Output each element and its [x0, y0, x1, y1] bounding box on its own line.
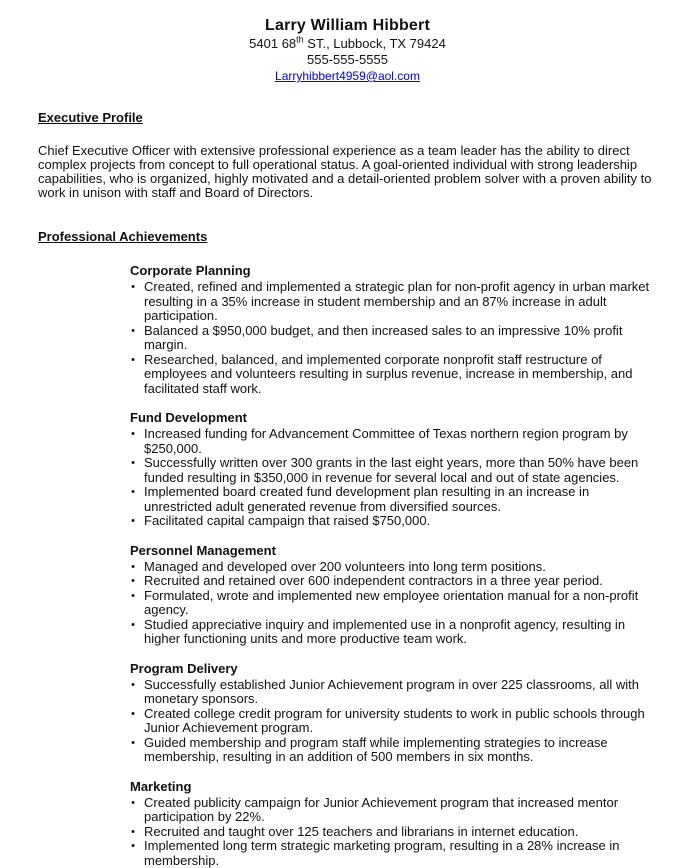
bullet-list: [130, 678, 657, 765]
bullet-text: Researched, balanced, and implemented corporate nonprofit staff restructure of employees and volunteers resulting in surplus revenue, increase in membership, and facilitated staff work.: [144, 353, 657, 397]
subsection-heading: Fund Development: [130, 410, 657, 426]
subsection-heading: Personnel Management: [130, 543, 657, 559]
bullet-list: [130, 560, 657, 647]
bullet-text: Managed and developed over 200 volunteers into long term positions.: [144, 560, 657, 575]
section-gap: [38, 215, 657, 229]
subsections: [130, 263, 657, 868]
subsection-heading: Marketing: [130, 779, 657, 795]
bullet-item: [130, 353, 657, 397]
subsection-marketing: [130, 779, 657, 868]
bullet-icon: •: [122, 796, 144, 811]
bullet-item: [130, 280, 657, 324]
bullet-item: [130, 324, 657, 353]
bullet-icon: •: [122, 678, 144, 693]
address-street: 5401 68: [249, 36, 296, 51]
executive-profile-paragraph: Chief Executive Officer with extensive professional experience as a team leader has the ability to direct complex projects from concept to full operational status. A goal-oriented individual with strong leadership capabilities, who is organized, highly motivated and a detail-oriented problem solver with a proven ability to work in unison with staff and Board of Directors.: [38, 144, 657, 200]
section-professional-achievements: [38, 229, 657, 868]
bullet-item: [130, 736, 657, 765]
bullet-list: [130, 280, 657, 396]
bullet-item: [130, 678, 657, 707]
address-line: [38, 36, 657, 52]
bullet-text: Increased funding for Advancement Committee of Texas northern region program by $250,000.: [144, 427, 657, 456]
bullet-text: Recruited and taught over 125 teachers and librarians in internet education.: [144, 825, 657, 840]
resume-header: [38, 16, 657, 84]
bullet-text: Successfully written over 300 grants in the last eight years, more than 50% have been funded resulting in $350,000 in revenue for several local and out of state agencies.: [144, 456, 657, 485]
subsection-corporate-planning: [130, 263, 657, 396]
bullet-item: [130, 427, 657, 456]
bullet-icon: •: [122, 324, 144, 339]
bullet-text: Formulated, wrote and implemented new employee orientation manual for a non-profit agency.: [144, 589, 657, 618]
bullet-text: Created, refined and implemented a strategic plan for non-profit agency in urban market resulting in a 35% increase in student membership and an 87% increase in adult participation.: [144, 280, 657, 324]
bullet-icon: •: [122, 280, 144, 295]
bullet-item: [130, 560, 657, 575]
subsection-program-delivery: [130, 661, 657, 765]
bullet-text: Facilitated capital campaign that raised $750,000.: [144, 514, 657, 529]
bullet-item: [130, 589, 657, 618]
address-ordinal-suffix: th: [296, 35, 304, 45]
bullet-text: Successfully established Junior Achievement program in over 225 classrooms, all with monetary sponsors.: [144, 678, 657, 707]
section-title-professional-achievements: Professional Achievements: [38, 229, 657, 244]
bullet-item: [130, 839, 657, 868]
bullet-text: Guided membership and program staff while implementing strategies to increase membership, resulting in an addition of 500 members in six months.: [144, 736, 657, 765]
bullet-icon: •: [122, 427, 144, 442]
bullet-icon: •: [122, 618, 144, 633]
bullet-item: [130, 514, 657, 529]
bullet-text: Balanced a $950,000 budget, and then increased sales to an impressive 10% profit margin.: [144, 324, 657, 353]
bullet-item: [130, 485, 657, 514]
candidate-name: Larry William Hibbert: [38, 16, 657, 36]
bullet-text: Studied appreciative inquiry and implemented use in a nonprofit agency, resulting in higher functioning units and more productive team work.: [144, 618, 657, 647]
phone-number: 555-555-5555: [38, 52, 657, 68]
bullet-item: [130, 618, 657, 647]
section-title-executive-profile: Executive Profile: [38, 110, 657, 125]
bullet-list: [130, 427, 657, 529]
bullet-item: [130, 707, 657, 736]
bullet-icon: •: [122, 736, 144, 751]
section-executive-profile: [38, 110, 657, 200]
bullet-text: Implemented long term strategic marketing program, resulting in a 28% increase in membership.: [144, 839, 657, 868]
bullet-icon: •: [122, 589, 144, 604]
bullet-item: [130, 456, 657, 485]
bullet-icon: •: [122, 514, 144, 529]
bullet-icon: •: [122, 560, 144, 575]
email-link[interactable]: Larryhibbert4959@aol.com: [275, 69, 420, 83]
bullet-icon: •: [122, 574, 144, 589]
subsection-heading: Corporate Planning: [130, 263, 657, 279]
bullet-text: Recruited and retained over 600 independent contractors in a three year period.: [144, 574, 657, 589]
bullet-text: Created publicity campaign for Junior Achievement program that increased mentor participation by 22%.: [144, 796, 657, 825]
bullet-item: [130, 825, 657, 840]
bullet-icon: •: [122, 456, 144, 471]
subsection-heading: Program Delivery: [130, 661, 657, 677]
bullet-text: Implemented board created fund development plan resulting in an increase in unrestricted adult generated revenue from diversified sources.: [144, 485, 657, 514]
bullet-item: [130, 796, 657, 825]
bullet-icon: •: [122, 825, 144, 840]
bullet-text: Created college credit program for university students to work in public schools through Junior Achievement program.: [144, 707, 657, 736]
bullet-icon: •: [122, 485, 144, 500]
bullet-item: [130, 574, 657, 589]
bullet-icon: •: [122, 839, 144, 854]
bullet-list: [130, 796, 657, 868]
bullet-icon: •: [122, 707, 144, 722]
subsection-personnel-management: [130, 543, 657, 647]
bullet-icon: •: [122, 353, 144, 368]
address-city-state: ST., Lubbock, TX 79424: [304, 36, 446, 51]
email-line: [38, 68, 657, 84]
subsection-fund-development: [130, 410, 657, 529]
